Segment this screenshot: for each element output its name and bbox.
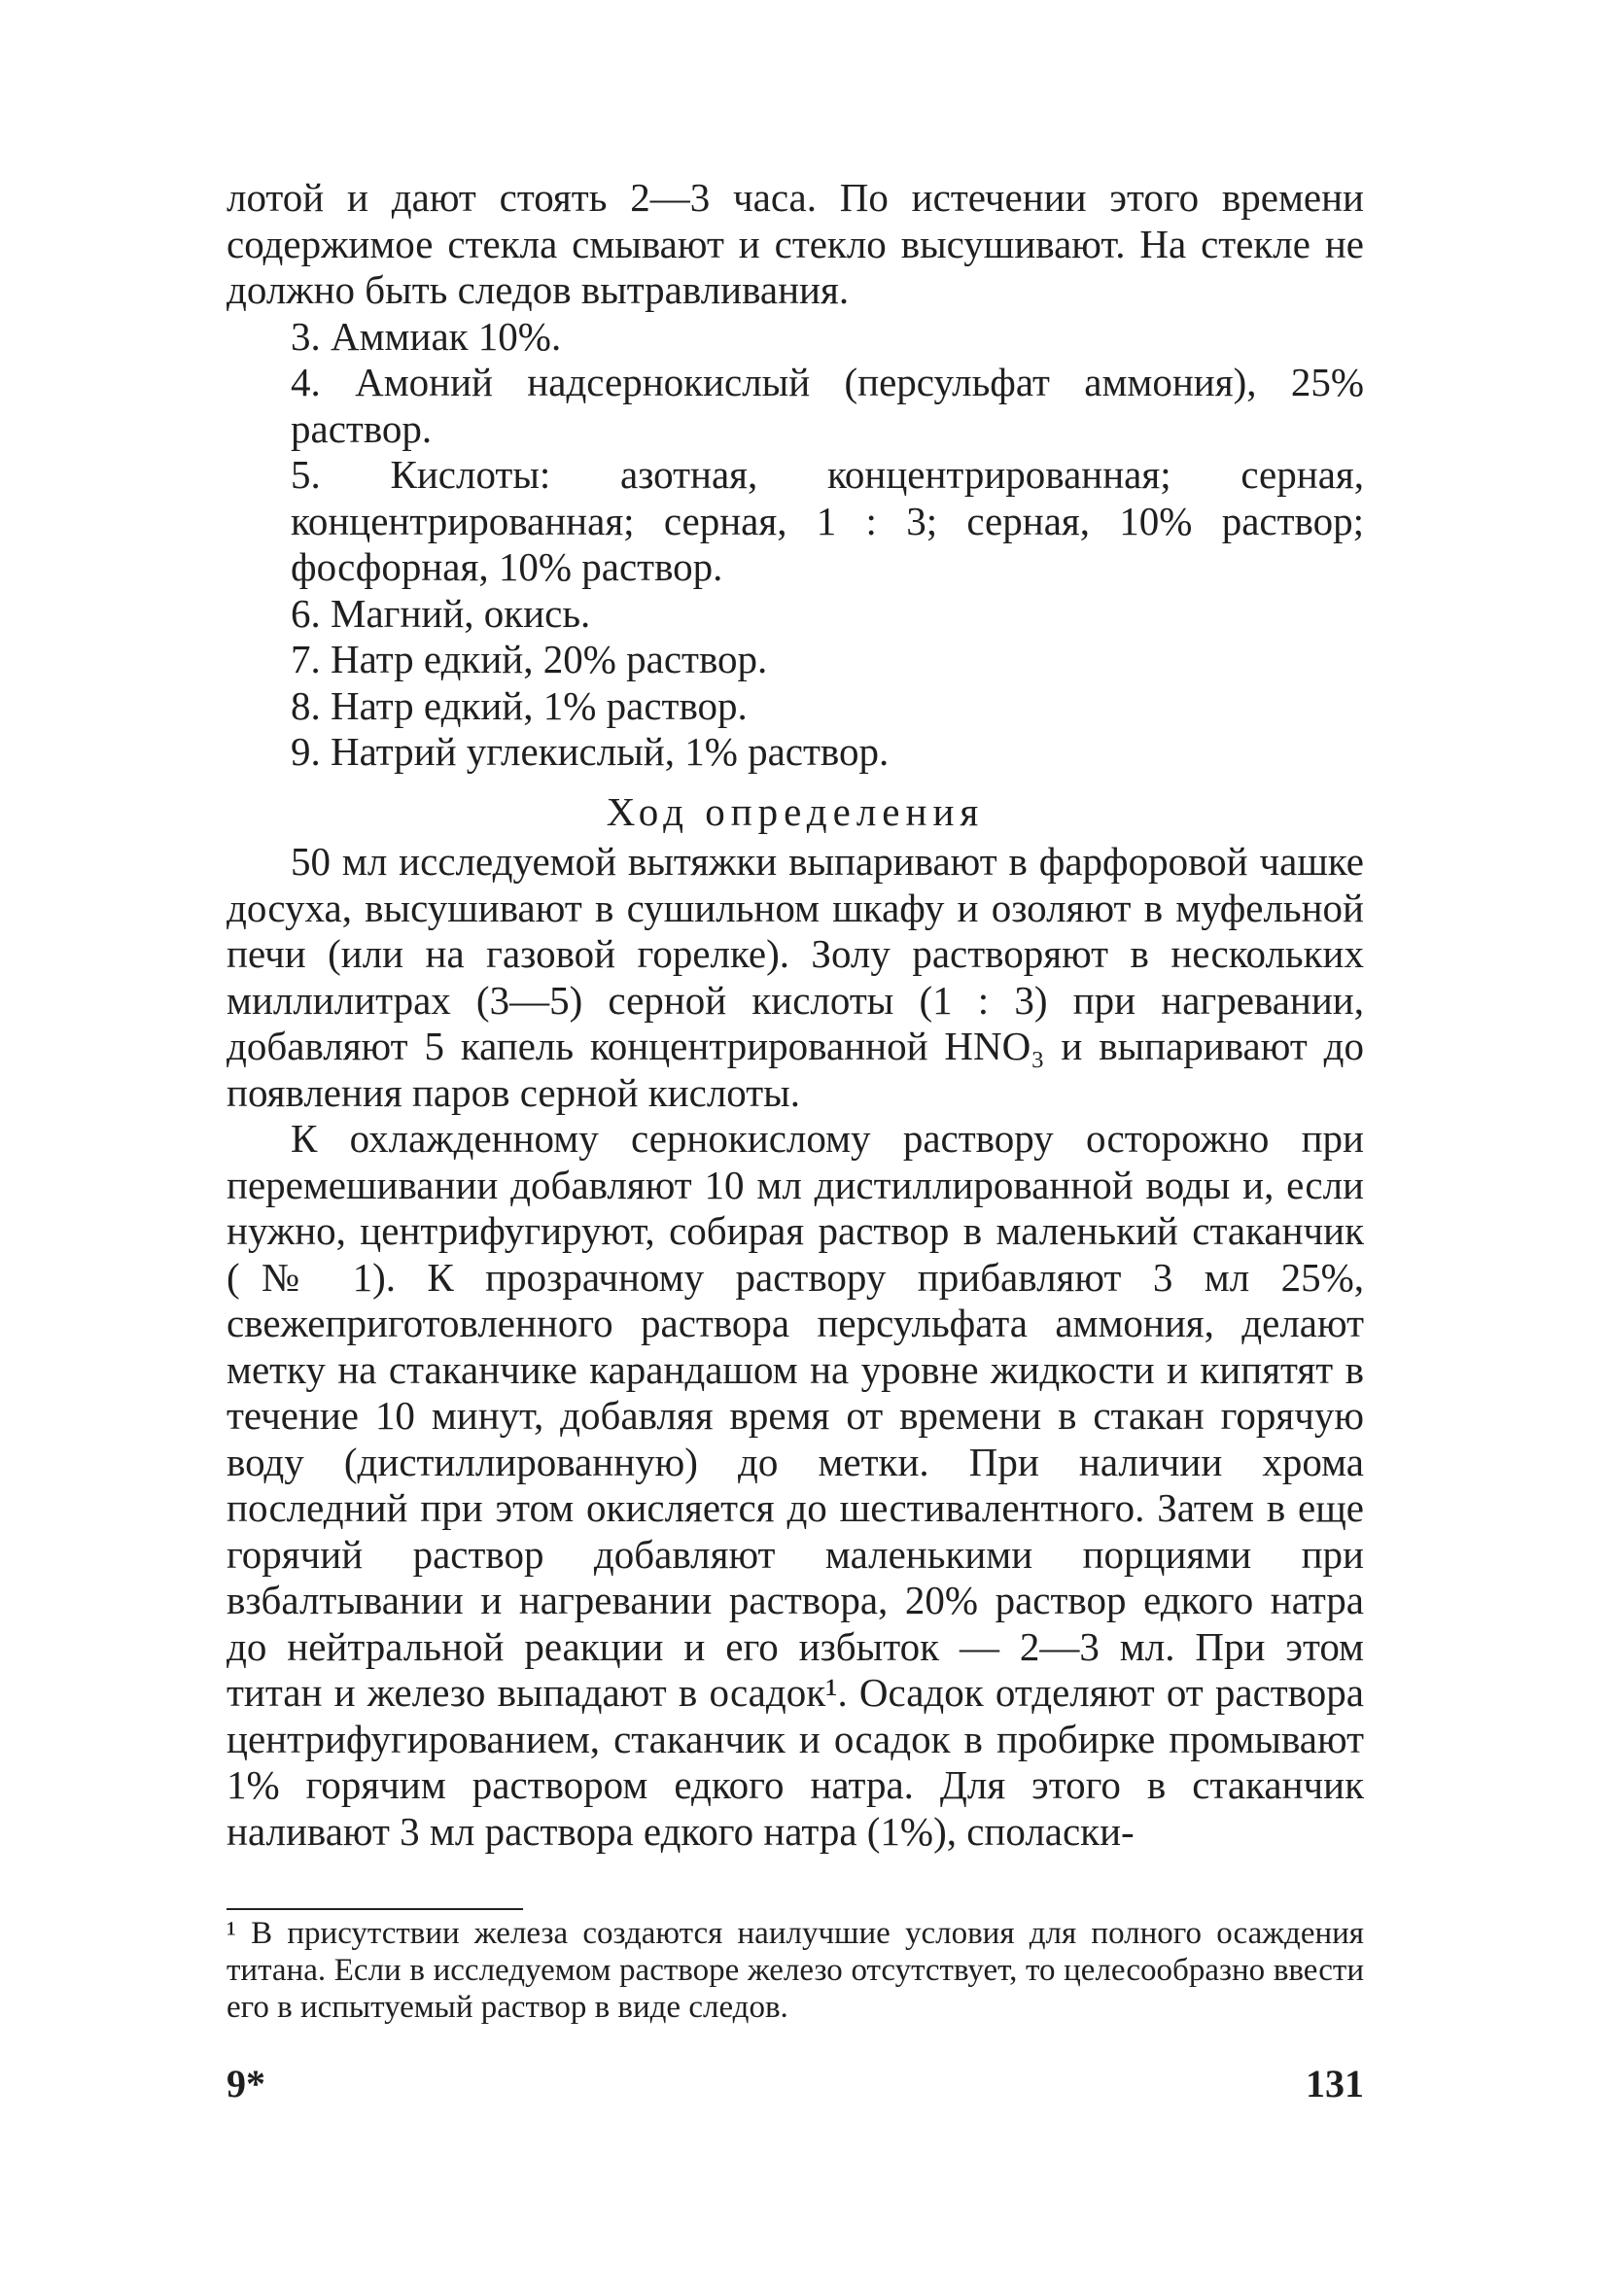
reagent-item-3: 3. Аммиак 10%. <box>291 313 562 359</box>
procedure-paragraph-1: 50 мл исследуемой вытяжки выпаривают в фарфоровой чашке досуха, высушивают в сушильном шкафу и озоляют в муфельной печи (или на газовой горелке). Золу растворяют в нескольких миллилитрах (3—5) серной кислоты (1 : 3) при нагревании, добавляют 5 капель концентрированной HNO₃ и выпаривают до появления паров серной кислоты. <box>227 839 1364 1115</box>
reagent-item-5: 5. Кислоты: азотная, концентрированная; серная, концентрированная; серная, 1 : 3; серная, 10% раствор; фосфорная, 10% раствор. <box>291 452 1364 589</box>
footnote-divider <box>227 1908 523 1910</box>
page-number: 131 <box>1306 2062 1364 2105</box>
paragraph-continuation: лотой и дают стоять 2—3 часа. По истечении этого времени содержимое стекла смывают и стекло высушивают. На стекле не должно быть следов вытравливания. <box>227 175 1364 312</box>
reagent-item-9: 9. Натрий углекислый, 1% раствор. <box>291 729 890 774</box>
reagent-item-7: 7. Натр едкий, 20% раствор. <box>291 637 768 681</box>
reagent-item-4: 4. Амоний надсернокислый (персульфат аммония), 25% раствор. <box>291 360 1364 451</box>
section-heading: Ход определения <box>606 788 985 834</box>
main-text <box>227 175 1364 1855</box>
reagent-item-8: 8. Натр едкий, 1% раствор. <box>291 682 748 728</box>
footnote <box>227 1915 1364 2026</box>
footnote-text: ¹ В присутствии железа создаются наилучшие условия для полного осаждения титана. Если в исследуемом растворе железо отсутствует, то целесообразно ввести его в испытуемый раствор в виде следов. <box>227 1916 1364 2025</box>
procedure-paragraph-2: К охлажденному сернокислому раствору осторожно при перемешивании добавляют 10 мл дистиллированной воды и, если нужно, центрифугируют, собирая раствор в маленький стаканчик (№ 1). К прозрачному раствору прибавляют 3 мл 25%, свежеприготовленного раствора персульфата аммония, делают метку на стаканчике карандашом на уровне жидкости и кипятят в течение 10 минут, добавляя время от времени в стакан горячую воду (дистиллированную) до метки. При наличии хрома последний при этом окисляется до шестивалентного. Затем в еще горячий раствор добавляют маленькими порциями при взбалтывании и нагревании раствора, 20% раствор едкого натра до нейтральной реакции и его избыток — 2—3 мл. При этом титан и железо выпадают в осадок¹. Осадок отделяют от раствора центрифугированием, стаканчик и осадок в пробирке промывают 1% горячим раствором едкого натра. Для этого в стаканчик наливают 3 мл раствора едкого натра (1%), споласки- <box>227 1116 1364 1854</box>
reagent-item-6: 6. Магний, окись. <box>291 590 591 636</box>
printer-signature-mark: 9* <box>227 2062 265 2105</box>
